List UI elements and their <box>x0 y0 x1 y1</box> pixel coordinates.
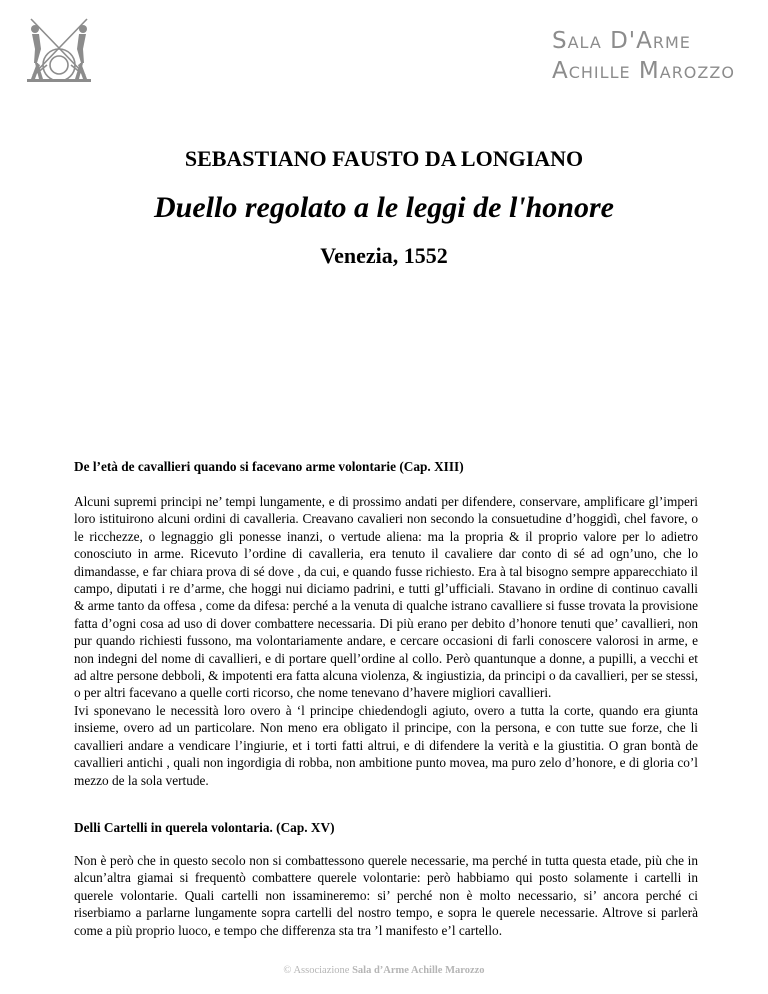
copyright-name: Sala d’Arme Achille Marozzo <box>352 965 485 976</box>
author-name: SEBASTIANO FAUSTO DA LONGIANO <box>184 146 584 171</box>
logo-name-line1: Sala D'Arme <box>552 28 691 54</box>
chapter-section <box>74 458 698 789</box>
chapter-heading: Delli Cartelli in querela volontaria. (Cap. XV) <box>74 820 335 835</box>
place-date: Venezia, 1552 <box>320 243 448 268</box>
footer-copyright <box>0 965 768 976</box>
work-title: Duello regolato a le leggi de l'honore <box>154 191 614 224</box>
logo-wordmark <box>552 26 742 86</box>
chapter-paragraph: Alcuni supremi principi ne’ tempi lungamente, e di prossimo andati per difendere, conservare, amplificare gl’imperi loro istituirono alcuni ordini di cavalleria. Creavano cavalieri non secondo la consuetudine d’hoggidì, chel favore, o le ricchezze, o legnaggio gli ponesse inanzi, o vertude aliena: ma la propria & il proprio valore per lo adietro conosciuto in arme. Ricevuto l’ordine di cavalleria, era tenuto il cavaliere dar conto di sé ad ogn’uno, che lo dimandasse, e far chiara prova di sé dove , da cui, e quando fusse richiesto. Era à tal bisogno sempre apparecchiato il campo, diputati i re d’arme, che hoggi nui diciamo padrini, e tutti gl’ufficiali. Stavano in ordine di continuo cavalli & arme tanto da offesa , come da difesa: perché a la venuta di qualche istrano cavalliere si fusse trovata la provisione fatta d’ogni cosa ad uso di dover combattere necessaria. Di più erano per debito d’honore tenuti que’ cavallieri, non pur quando richiesti fussono, ma volontariamente andare, e cercare occasioni di farli conoscere valorosi in arme, e non indegni del nome di cavallieri, e di portare quell’ordine al collo. Però quantunque a donne, a pupilli, a vecchi et ad altre persone debboli, & impotenti era fatta alcuna violenza, & ingiustizia, da principi o da cavallieri, per se stessi, o per altri facevano a quelle corti ricorso, che nome tenevano d’havere migliori cavallieri. <box>74 494 698 701</box>
chapter-paragraph: Ivi sponevano le necessità loro overo à ‘l principe chiedendogli agiuto, overo a tutta la corte, quando era giunta insieme, overo ad un particolare. Non meno era obligato il principe, con la persona, e con tutte sue forze, che li cavallieri andare a vendicare l’ingiurie, et i torti fatti altrui, e di difendere la verità e la giustitia. O gran bontà de cavallieri antichi , quali non ingordigia di robba, non ambitione punto movea, ma puro zelo d’honore, e di gloria co’l mezzo de la sola vertude. <box>74 702 698 788</box>
chapter-section <box>74 819 698 939</box>
chapter-paragraph: Non è però che in questo secolo non si combattessono querele necessarie, ma perché in tutta questa etade, più che in alcun’altra giamai si frequentò combattere querele volontarie: però habbiamo qui posto solamente i cartelli in querele volontarie. Quali cartelli non issamineremo: si’ perché non è molto necessario, si’ ancora perché ci riserbiamo a parlarne lungamente sopra cartelli del nostro tempo, e sopra le querele necessarie. Altrove si parlerà come a più proprio luoco, e tempo che differenza sta tra ’l manifesto e’l cartello. <box>74 853 698 938</box>
fencers-emblem-icon <box>19 13 99 87</box>
logo-name-line2: Achille Marozzo <box>552 58 735 84</box>
chapter-heading: De l’età de cavallieri quando si facevano arme volontarie (Cap. XIII) <box>74 459 464 474</box>
copyright-prefix: © Associazione <box>283 965 353 976</box>
